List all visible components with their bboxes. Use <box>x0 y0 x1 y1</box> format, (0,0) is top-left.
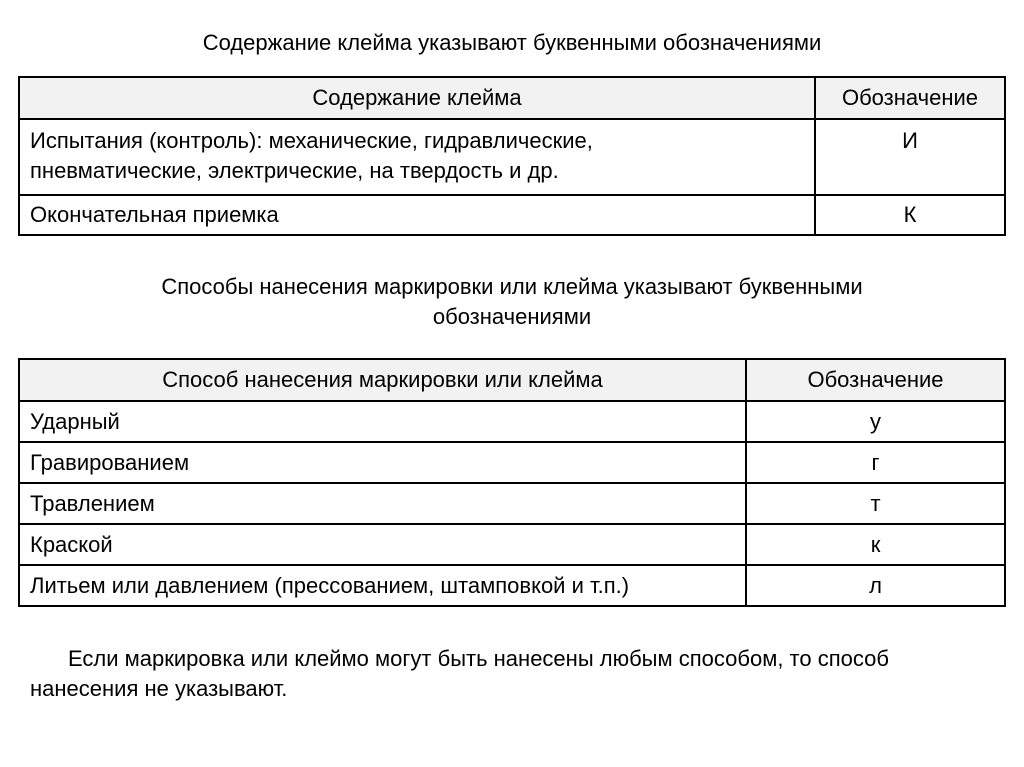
table-row <box>19 442 1005 483</box>
table-row <box>19 483 1005 524</box>
table-row <box>19 565 1005 606</box>
table-header-row <box>19 359 1005 401</box>
column-header-designation: Обозначение <box>746 359 1005 401</box>
heading-line: обозначениями <box>432 304 592 329</box>
table-cell-method: Гравированием <box>19 442 746 483</box>
table-cell-symbol: т <box>746 483 1005 524</box>
table-header-row <box>19 77 1005 119</box>
heading-line: Способы нанесения маркировки или клейма указывают буквенными <box>161 274 863 299</box>
column-header-designation: Обозначение <box>815 77 1005 119</box>
heading-marking-methods <box>112 272 912 332</box>
table-cell-symbol: у <box>746 401 1005 442</box>
table-cell-method: Ударный <box>19 401 746 442</box>
table-row <box>19 119 1005 195</box>
table-cell-symbol: И <box>815 119 1005 195</box>
table-cell-symbol: К <box>815 195 1005 235</box>
table-cell-method: Краской <box>19 524 746 565</box>
note-paragraph: Если маркировка или клеймо могут быть нанесены любым способом, то способ нанесения не указывают. <box>30 646 889 701</box>
table-row <box>19 195 1005 235</box>
marking-method-table <box>18 358 1006 607</box>
table-cell-symbol: к <box>746 524 1005 565</box>
cell-text-line: Испытания (контроль): механические, гидравлические, <box>30 128 593 153</box>
table-row <box>19 524 1005 565</box>
table-cell-symbol: л <box>746 565 1005 606</box>
stamp-content-table <box>18 76 1006 236</box>
heading-stamp-content: Содержание клейма указывают буквенными обозначениями <box>202 30 822 55</box>
table-cell-content <box>19 119 815 195</box>
table-row <box>19 401 1005 442</box>
table-cell-method: Травлением <box>19 483 746 524</box>
table-cell-content: Окончательная приемка <box>19 195 815 235</box>
cell-text-line: пневматические, электрические, на твердость и др. <box>30 158 559 183</box>
column-header-method: Способ нанесения маркировки или клейма <box>19 359 746 401</box>
column-header-content: Содержание клейма <box>19 77 815 119</box>
table-cell-method: Литьем или давлением (прессованием, штамповкой и т.п.) <box>19 565 746 606</box>
table-cell-symbol: г <box>746 442 1005 483</box>
